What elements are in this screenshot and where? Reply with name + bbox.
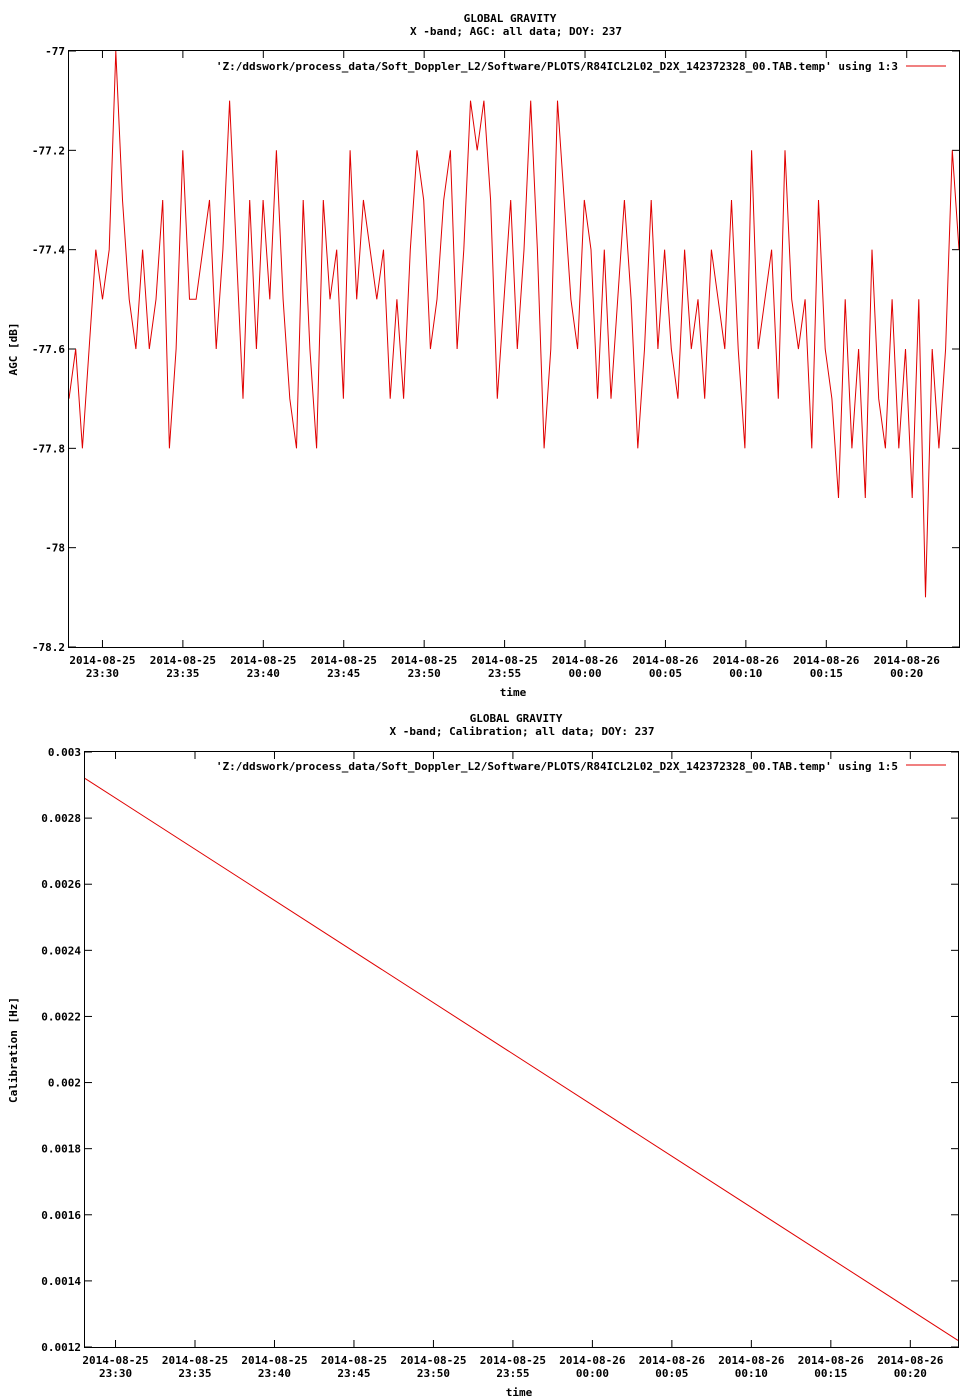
- agc-y-tick-label: -77.6: [31, 343, 65, 356]
- calibration-x-tick-date: 2014-08-25: [241, 1354, 308, 1367]
- agc-x-tick-date: 2014-08-26: [873, 654, 940, 667]
- calibration-y-tick-label: 0.0028: [41, 812, 81, 826]
- agc-x-tick-time: 00:05: [648, 667, 683, 680]
- calibration-y-tick-label: 0.003: [47, 746, 81, 759]
- calibration-x-tick-date: 2014-08-26: [877, 1354, 944, 1367]
- agc-y-tick-label: -77.8: [31, 442, 65, 456]
- calibration-x-tick-time: 00:10: [734, 1367, 768, 1380]
- agc-x-tick-date: 2014-08-25: [471, 654, 538, 667]
- calibration-y-axis-label: Calibration [Hz]: [7, 997, 20, 1103]
- agc-x-tick-time: 00:20: [890, 667, 924, 680]
- agc-x-tick-date: 2014-08-26: [712, 654, 779, 667]
- agc-legend-label: 'Z:/ddswork/process_data/Soft_Doppler_L2/Software/PLOTS/R84ICL2L02_D2X_142372328_00.TAB.temp' using 1:3: [215, 60, 898, 73]
- agc-chart-subtitle: X -band; AGC: all data; DOY: 237: [410, 25, 622, 38]
- calibration-y-axis: [41, 746, 958, 1354]
- calibration-x-tick-time: 00:05: [655, 1367, 689, 1380]
- calibration-x-tick-time: 23:55: [496, 1367, 530, 1380]
- calibration-y-tick-label: 0.0024: [41, 944, 81, 958]
- calibration-y-tick-label: 0.0012: [41, 1341, 81, 1354]
- agc-y-tick-label: -77: [45, 45, 65, 58]
- calibration-y-tick-label: 0.0014: [41, 1274, 81, 1288]
- calibration-x-tick-date: 2014-08-25: [400, 1354, 467, 1367]
- calibration-x-tick-time: 00:00: [575, 1367, 609, 1380]
- calibration-x-tick-date: 2014-08-25: [82, 1354, 149, 1367]
- calibration-x-tick-time: 23:40: [257, 1367, 292, 1380]
- calibration-legend-label: 'Z:/ddswork/process_data/Soft_Doppler_L2/Software/PLOTS/R84ICL2L02_D2X_142372328_00.TAB.temp' using 1:5: [215, 760, 898, 773]
- agc-y-tick-label: -77.2: [31, 144, 65, 158]
- agc-series-line: [69, 51, 959, 597]
- agc-x-tick-time: 23:50: [407, 667, 441, 680]
- agc-plot-frame: [69, 51, 960, 648]
- calibration-y-tick-label: 0.002: [47, 1076, 81, 1090]
- calibration-plot-frame: [85, 752, 959, 1348]
- calibration-x-tick-time: 23:45: [337, 1367, 371, 1380]
- calibration-x-tick-date: 2014-08-26: [559, 1354, 626, 1367]
- calibration-x-axis: [82, 752, 943, 1380]
- agc-chart-title: GLOBAL GRAVITY: [463, 12, 557, 25]
- calibration-y-tick-label: 0.0018: [41, 1142, 81, 1156]
- calibration-y-tick-label: 0.0016: [41, 1208, 81, 1222]
- calibration-x-tick-date: 2014-08-25: [161, 1354, 229, 1367]
- calibration-x-tick-time: 00:20: [893, 1367, 927, 1380]
- agc-y-tick-label: -77.4: [31, 243, 65, 257]
- agc-x-tick-time: 00:00: [568, 667, 602, 680]
- agc-x-tick-date: 2014-08-25: [69, 654, 136, 667]
- agc-x-tick-time: 23:30: [85, 667, 120, 680]
- agc-y-tick-label: -78: [45, 541, 65, 555]
- agc-x-tick-time: 23:35: [166, 667, 200, 680]
- calibration-x-tick-time: 23:30: [98, 1367, 133, 1380]
- agc-x-tick-date: 2014-08-26: [551, 654, 619, 667]
- calibration-x-tick-time: 23:35: [178, 1367, 212, 1380]
- calibration-y-tick-label: 0.0022: [41, 1010, 81, 1024]
- agc-y-axis-label: AGC [dB]: [7, 322, 20, 376]
- agc-x-tick-time: 00:10: [729, 667, 763, 680]
- agc-x-tick-time: 23:40: [246, 667, 280, 680]
- agc-x-tick-time: 00:15: [809, 667, 843, 680]
- agc-x-tick-time: 23:45: [327, 667, 361, 680]
- calibration-x-tick-time: 23:50: [416, 1367, 450, 1380]
- calibration-y-tick-label: 0.0026: [41, 878, 81, 892]
- agc-x-tick-date: 2014-08-26: [632, 654, 699, 667]
- calibration-chart-title: GLOBAL GRAVITY: [469, 712, 563, 725]
- agc-x-tick-date: 2014-08-26: [793, 654, 860, 667]
- agc-x-axis: [69, 51, 940, 680]
- agc-x-axis-label: time: [499, 686, 527, 699]
- agc-x-tick-date: 2014-08-25: [230, 654, 297, 667]
- calibration-x-tick-date: 2014-08-25: [320, 1354, 388, 1367]
- calibration-x-tick-date: 2014-08-26: [797, 1354, 864, 1367]
- calibration-series-line: [85, 778, 958, 1340]
- calibration-x-tick-date: 2014-08-26: [638, 1354, 705, 1367]
- calibration-chart: [7, 712, 959, 1399]
- calibration-x-tick-date: 2014-08-25: [479, 1354, 547, 1367]
- agc-y-tick-label: -78.2: [31, 641, 65, 654]
- calibration-x-tick-time: 00:15: [814, 1367, 848, 1380]
- calibration-x-axis-label: time: [505, 1386, 533, 1399]
- agc-chart: [7, 12, 960, 699]
- calibration-x-tick-date: 2014-08-26: [718, 1354, 785, 1367]
- calibration-chart-subtitle: X -band; Calibration; all data; DOY: 237: [389, 725, 655, 738]
- agc-x-tick-time: 23:55: [488, 667, 522, 680]
- agc-x-tick-date: 2014-08-25: [391, 654, 458, 667]
- agc-x-tick-date: 2014-08-25: [149, 654, 217, 667]
- agc-x-tick-date: 2014-08-25: [310, 654, 377, 667]
